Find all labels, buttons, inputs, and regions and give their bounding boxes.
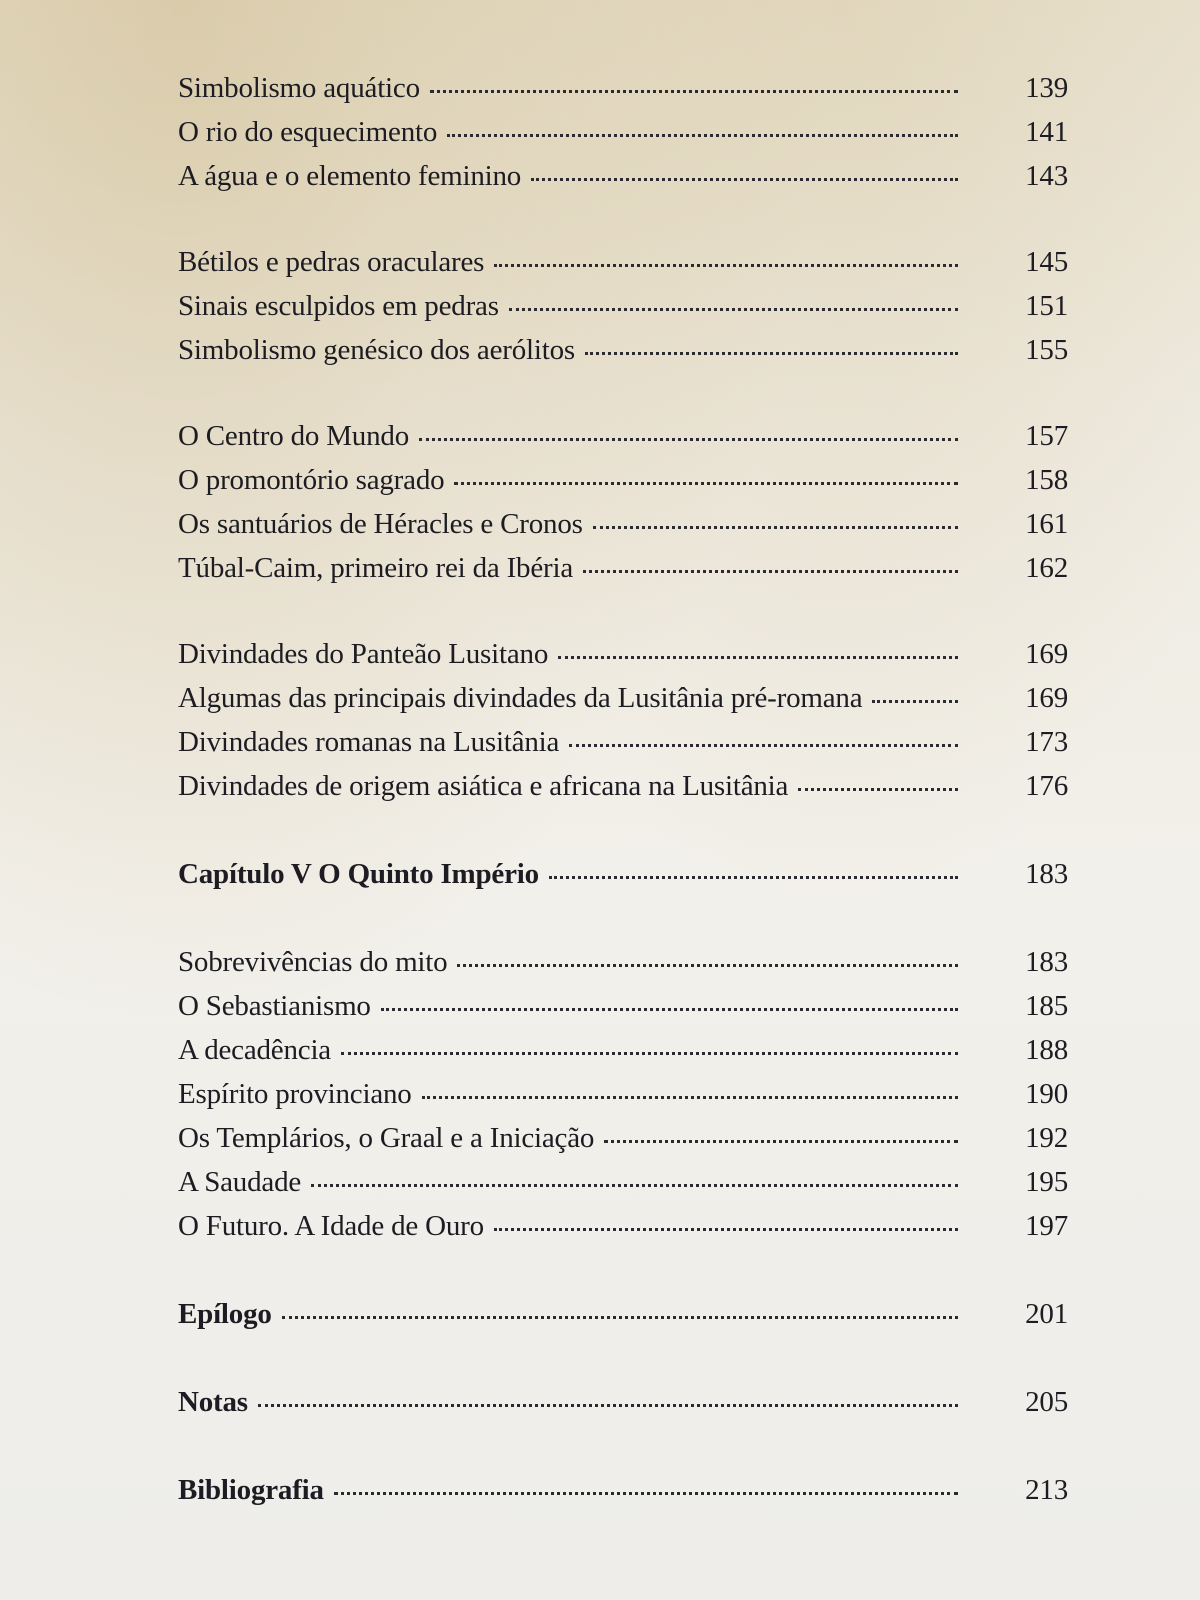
toc-entry — [178, 500, 1068, 544]
toc-entry — [178, 630, 1068, 674]
toc-entry — [178, 1114, 1068, 1158]
dot-leader — [798, 758, 958, 791]
toc-section-group — [178, 938, 1068, 1246]
toc-page-number: 183 — [1025, 946, 1068, 978]
toc-entry-title: Divindades de origem asiática e africana na Lusitânia — [178, 770, 789, 802]
toc-page-number: 192 — [1025, 1122, 1068, 1154]
dot-leader — [549, 846, 958, 879]
dot-leader — [447, 104, 958, 137]
toc-entry — [178, 544, 1068, 588]
toc-entry-title: Notas — [178, 1386, 248, 1418]
toc-page-number: 155 — [1025, 334, 1068, 366]
toc-entry-title: Bibliografia — [178, 1474, 324, 1506]
toc-chapter-entry — [178, 1290, 1068, 1334]
dot-leader — [457, 934, 958, 967]
toc-entry — [178, 674, 1068, 718]
toc-page-number: 169 — [1025, 638, 1068, 670]
toc-entry-title: Epílogo — [178, 1298, 272, 1330]
toc-page-number: 185 — [1025, 990, 1068, 1022]
dot-leader — [258, 1374, 958, 1407]
dot-leader — [419, 408, 958, 441]
toc-entry — [178, 238, 1068, 282]
toc-entry-title: A água e o elemento feminino — [178, 160, 522, 192]
toc-entry-title: Simbolismo genésico dos aerólitos — [178, 334, 575, 366]
dot-leader — [872, 670, 958, 703]
toc-entry-title: Simbolismo aquático — [178, 72, 420, 104]
toc-page-number: 145 — [1025, 246, 1068, 278]
toc-entry-title: Bétilos e pedras oraculares — [178, 246, 485, 278]
dot-leader — [494, 234, 958, 267]
toc-entry-title: O Centro do Mundo — [178, 420, 410, 452]
dot-leader — [494, 1198, 958, 1231]
toc-page-number: 201 — [1025, 1298, 1068, 1330]
toc-section-group — [178, 238, 1068, 370]
toc-page-number: 213 — [1025, 1474, 1068, 1506]
toc-page-number: 161 — [1025, 508, 1068, 540]
toc-entry-title: Túbal-Caim, primeiro rei da Ibéria — [178, 552, 574, 584]
toc-entry — [178, 412, 1068, 456]
toc-entry-title: O promontório sagrado — [178, 464, 445, 496]
dot-leader — [558, 626, 958, 659]
toc-page-number: 158 — [1025, 464, 1068, 496]
toc-page-number: 195 — [1025, 1166, 1068, 1198]
toc-entry — [178, 1202, 1068, 1246]
toc-entry-title: A Saudade — [178, 1166, 302, 1198]
toc-chapter-entry — [178, 1378, 1068, 1422]
dot-leader — [585, 322, 958, 355]
toc-page-number: 141 — [1025, 116, 1068, 148]
toc-chapter-group — [178, 1378, 1068, 1422]
toc-entry — [178, 282, 1068, 326]
toc-entry — [178, 718, 1068, 762]
toc-entry — [178, 982, 1068, 1026]
dot-leader — [341, 1022, 958, 1055]
dot-leader — [509, 278, 958, 311]
toc-entry — [178, 1158, 1068, 1202]
toc-page-number: 176 — [1025, 770, 1068, 802]
toc-entry-title: Sobrevivências do mito — [178, 946, 448, 978]
toc-section-group — [178, 64, 1068, 196]
toc-entry-title: Os santuários de Héracles e Cronos — [178, 508, 583, 540]
toc-entry — [178, 64, 1068, 108]
dot-leader — [311, 1154, 958, 1187]
dot-leader — [381, 978, 958, 1011]
toc-entry — [178, 1026, 1068, 1070]
dot-leader — [583, 540, 958, 573]
dot-leader — [422, 1066, 958, 1099]
dot-leader — [454, 452, 958, 485]
toc-page-number: 188 — [1025, 1034, 1068, 1066]
toc-entry — [178, 1070, 1068, 1114]
dot-leader — [569, 714, 958, 747]
toc-chapter-entry — [178, 850, 1068, 894]
toc-entry — [178, 938, 1068, 982]
toc-chapter-group — [178, 850, 1068, 894]
toc-page-number: 183 — [1025, 858, 1068, 890]
toc-entry-title: Espírito provinciano — [178, 1078, 412, 1110]
toc-page-number: 190 — [1025, 1078, 1068, 1110]
toc-entry-title: O Futuro. A Idade de Ouro — [178, 1210, 484, 1242]
toc-entry-title: Algumas das principais divindades da Lusitânia pré-romana — [178, 682, 863, 714]
toc-entry — [178, 762, 1068, 806]
toc-chapter-group — [178, 1290, 1068, 1334]
toc-page-number: 162 — [1025, 552, 1068, 584]
dot-leader — [531, 148, 958, 181]
toc-page-number: 197 — [1025, 1210, 1068, 1242]
toc-section-group — [178, 630, 1068, 806]
toc-entry — [178, 152, 1068, 196]
toc-section-group — [178, 412, 1068, 588]
dot-leader — [282, 1286, 958, 1319]
toc-page-number: 173 — [1025, 726, 1068, 758]
toc-entry-title: Divindades do Panteão Lusitano — [178, 638, 549, 670]
toc-entry — [178, 456, 1068, 500]
toc-entry-title: A decadência — [178, 1034, 331, 1066]
toc-entry — [178, 326, 1068, 370]
dot-leader — [593, 496, 958, 529]
toc-page-number: 139 — [1025, 72, 1068, 104]
toc-page-number: 169 — [1025, 682, 1068, 714]
toc-entry — [178, 108, 1068, 152]
table-of-contents — [178, 64, 1068, 1510]
dot-leader — [334, 1462, 958, 1495]
toc-entry-title: Sinais esculpidos em pedras — [178, 290, 499, 322]
toc-entry-title: O Sebastianismo — [178, 990, 371, 1022]
toc-page-number: 157 — [1025, 420, 1068, 452]
toc-chapter-entry — [178, 1466, 1068, 1510]
toc-chapter-group — [178, 1466, 1068, 1510]
toc-entry-title: Capítulo V O Quinto Império — [178, 858, 539, 890]
toc-entry-title: Divindades romanas na Lusitânia — [178, 726, 560, 758]
toc-page-number: 143 — [1025, 160, 1068, 192]
toc-entry-title: O rio do esquecimento — [178, 116, 438, 148]
toc-page-number: 151 — [1025, 290, 1068, 322]
dot-leader — [430, 60, 958, 93]
dot-leader — [604, 1110, 958, 1143]
toc-page-number: 205 — [1025, 1386, 1068, 1418]
toc-entry-title: Os Templários, o Graal e a Iniciação — [178, 1122, 595, 1154]
